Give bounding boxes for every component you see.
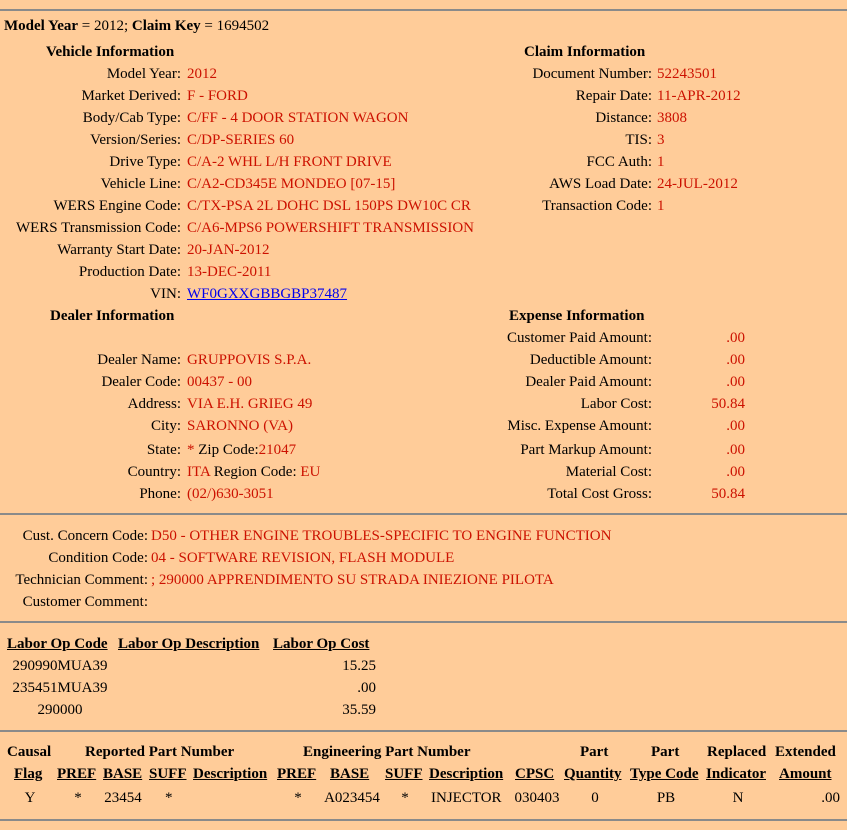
- expense-field-value: .00: [726, 352, 745, 368]
- state-value: *: [187, 442, 195, 458]
- concern-code-label: Cust. Concern Code:: [22, 528, 148, 544]
- parts-group-part-qty: Part: [580, 744, 609, 760]
- claim-field-label: FCC Auth:: [586, 154, 652, 170]
- parts-header-rep-suff: SUFF: [149, 766, 187, 782]
- parts-header-rep-description: Description: [193, 766, 268, 782]
- country-region: [187, 461, 320, 483]
- expense-field-label: Part Markup Amount:: [520, 442, 652, 458]
- expense-field-value: .00: [726, 418, 745, 434]
- customer-comment-label: Customer Comment:: [22, 594, 148, 610]
- part-rep-pref: *: [74, 790, 82, 806]
- vehicle-field-value: C/A6-MPS6 POWERSHIFT TRANSMISSION: [187, 220, 475, 236]
- country-label: Country:: [127, 464, 181, 480]
- condition-code-label: Condition Code:: [48, 550, 148, 566]
- phone-value: (02/)630-3051: [187, 486, 274, 502]
- model-year-value: 2012: [93, 18, 124, 34]
- bottom-divider: [0, 819, 847, 821]
- claim-field-value: 24-JUL-2012: [657, 176, 738, 192]
- claim-field-label: AWS Load Date:: [549, 176, 652, 192]
- vehicle-field-label: Production Date:: [78, 264, 181, 280]
- vehicle-field-label: Drive Type:: [109, 154, 181, 170]
- vehicle-field-label: Version/Series:: [90, 132, 181, 148]
- expense-field-value: 50.84: [711, 396, 745, 412]
- state-label: State:: [146, 442, 181, 458]
- vehicle-field-label: Model Year:: [106, 66, 181, 82]
- parts-header-eng-base: BASE: [330, 766, 370, 782]
- dealer-name-label: Dealer Name:: [97, 352, 181, 368]
- part-cpsc: 030403: [514, 790, 560, 806]
- parts-header-type-code: Type Code: [630, 766, 699, 782]
- vehicle-field-value: 2012: [187, 66, 217, 82]
- parts-header-indicator: Indicator: [706, 766, 766, 782]
- claim-field-value: 1: [657, 154, 665, 170]
- parts-group-replaced: Replaced: [707, 744, 767, 760]
- technician-comment-value: ; 290000 APPRENDIMENTO SU STRADA INIEZIONE PILOTA: [151, 572, 554, 588]
- expense-field-label: Dealer Paid Amount:: [525, 374, 652, 390]
- claim-field-label: Transaction Code:: [542, 198, 652, 214]
- labor-op-cost: 35.59: [342, 702, 376, 718]
- dealer-name-value: GRUPPOVIS S.P.A.: [187, 352, 312, 368]
- parts-header-quantity: Quantity: [564, 766, 622, 782]
- vehicle-field-value: 20-JAN-2012: [187, 242, 270, 258]
- section-divider: [0, 513, 847, 515]
- claim-field-value: 3: [657, 132, 665, 148]
- claim-field-value: 11-APR-2012: [657, 88, 741, 104]
- claim-field-value: 52243501: [657, 66, 717, 82]
- parts-group-engineering: Engineering Part Number: [303, 744, 471, 760]
- state-zip: [187, 439, 296, 461]
- vehicle-field-value: C/A2-CD345E MONDEO [07-15]: [187, 176, 396, 192]
- concern-code-value: D50 - OTHER ENGINE TROUBLES-SPECIFIC TO ENGINE FUNCTION: [151, 528, 612, 544]
- parts-header-rep-base: BASE: [103, 766, 143, 782]
- claim-field-value: 1: [657, 198, 665, 214]
- claim-field-label: Document Number:: [532, 66, 652, 82]
- parts-header-eng-suff: SUFF: [385, 766, 423, 782]
- part-rep-base: 23454: [104, 790, 142, 806]
- expense-field-label: Customer Paid Amount:: [506, 330, 652, 346]
- region-value: EU: [300, 464, 321, 480]
- part-amount: .00: [821, 790, 840, 806]
- vehicle-field-value: 13-DEC-2011: [187, 264, 272, 280]
- part-flag: Y: [24, 790, 36, 806]
- parts-header-eng-pref: PREF: [277, 766, 317, 782]
- vehicle-field-label: Vehicle Line:: [100, 176, 181, 192]
- parts-header-rep-pref: PREF: [57, 766, 97, 782]
- city-label: City:: [150, 418, 181, 434]
- zip-label: Zip Code:: [198, 442, 259, 458]
- address-value: VIA E.H. GRIEG 49: [187, 396, 313, 412]
- section-divider: [0, 621, 847, 623]
- parts-header-eng-description: Description: [429, 766, 504, 782]
- parts-header-flag: Flag: [14, 766, 43, 782]
- expense-field-label: Total Cost Gross:: [547, 486, 652, 502]
- vehicle-field-value: C/TX-PSA 2L DOHC DSL 150PS DW10C CR: [187, 198, 471, 214]
- labor-op-cost: 15.25: [342, 658, 376, 674]
- dealer-code-label: Dealer Code:: [101, 374, 181, 390]
- top-divider: [0, 9, 847, 11]
- expense-field-value: .00: [726, 374, 745, 390]
- vehicle-field-value: C/A-2 WHL L/H FRONT DRIVE: [187, 154, 392, 170]
- expense-field-value: .00: [726, 442, 745, 458]
- vehicle-info-title: Vehicle Information: [46, 44, 175, 60]
- claim-key-label: Claim Key: [131, 18, 201, 34]
- claim-field-value: 3808: [657, 110, 687, 126]
- labor-header-code: Labor Op Code: [7, 636, 108, 652]
- phone-label: Phone:: [139, 486, 181, 502]
- expense-field-label: Deductible Amount:: [529, 352, 652, 368]
- vin-link[interactable]: WF0GXXGBBGBP37487: [187, 286, 348, 302]
- part-rep-suff: *: [165, 790, 173, 806]
- labor-op-code: 290990MUA39: [12, 658, 108, 674]
- address-label: Address:: [127, 396, 181, 412]
- technician-comment-label: Technician Comment:: [15, 572, 148, 588]
- expense-info-title: Expense Information: [509, 308, 645, 324]
- claim-field-label: Repair Date:: [575, 88, 652, 104]
- dealer-code-value: 00437 - 00: [187, 374, 252, 390]
- claim-header: Model Year = 2012; Claim Key = 1694502: [4, 18, 270, 34]
- parts-header-amount: Amount: [779, 766, 832, 782]
- claim-info-title: Claim Information: [524, 44, 646, 60]
- claim-key-value: 1694502: [216, 18, 270, 34]
- vehicle-field-label: Market Derived:: [81, 88, 181, 104]
- vehicle-field-label: Warranty Start Date:: [57, 242, 181, 258]
- parts-group-part-type: Part: [651, 744, 680, 760]
- parts-group-extended: Extended: [775, 744, 836, 760]
- part-eng-desc: INJECTOR: [431, 790, 502, 806]
- vin-label: VIN:: [150, 286, 181, 302]
- part-eng-suff: *: [401, 790, 409, 806]
- labor-op-cost: .00: [357, 680, 376, 696]
- city-value: SARONNO (VA): [187, 418, 293, 434]
- expense-field-value: .00: [726, 330, 745, 346]
- country-value: ITA: [187, 464, 210, 480]
- labor-op-code: 290000: [37, 702, 83, 718]
- part-eng-pref: *: [294, 790, 302, 806]
- model-year-label: Model Year: [4, 18, 79, 34]
- parts-group-reported: Reported Part Number: [85, 744, 235, 760]
- labor-header-description: Labor Op Description: [118, 636, 260, 652]
- part-indicator: N: [732, 790, 744, 806]
- expense-field-value: 50.84: [711, 486, 745, 502]
- vehicle-field-label: WERS Engine Code:: [53, 198, 181, 214]
- part-eng-base: A023454: [324, 790, 380, 806]
- parts-group-causal: Causal: [7, 744, 52, 760]
- parts-header-cpsc: CPSC: [515, 766, 555, 782]
- part-type-code: PB: [656, 790, 676, 806]
- labor-header-cost: Labor Op Cost: [273, 636, 370, 652]
- vehicle-field-value: C/FF - 4 DOOR STATION WAGON: [187, 110, 409, 126]
- expense-field-label: Labor Cost:: [580, 396, 652, 412]
- vehicle-field-value: F - FORD: [187, 88, 248, 104]
- claim-field-label: TIS:: [625, 132, 652, 148]
- expense-field-label: Material Cost:: [565, 464, 652, 480]
- dealer-info-title: Dealer Information: [50, 308, 175, 324]
- labor-op-code: 235451MUA39: [12, 680, 108, 696]
- condition-code-value: 04 - SOFTWARE REVISION, FLASH MODULE: [151, 550, 455, 566]
- region-label: Region Code:: [213, 464, 297, 480]
- vehicle-field-label: WERS Transmission Code:: [15, 220, 181, 236]
- expense-field-label: Misc. Expense Amount:: [507, 418, 652, 434]
- zip-value: 21047: [258, 442, 297, 458]
- expense-field-value: .00: [726, 464, 745, 480]
- section-divider: [0, 730, 847, 732]
- vehicle-field-label: Body/Cab Type:: [82, 110, 181, 126]
- claim-field-label: Distance:: [595, 110, 652, 126]
- vehicle-field-value: C/DP-SERIES 60: [187, 132, 295, 148]
- part-quantity: 0: [591, 790, 599, 806]
